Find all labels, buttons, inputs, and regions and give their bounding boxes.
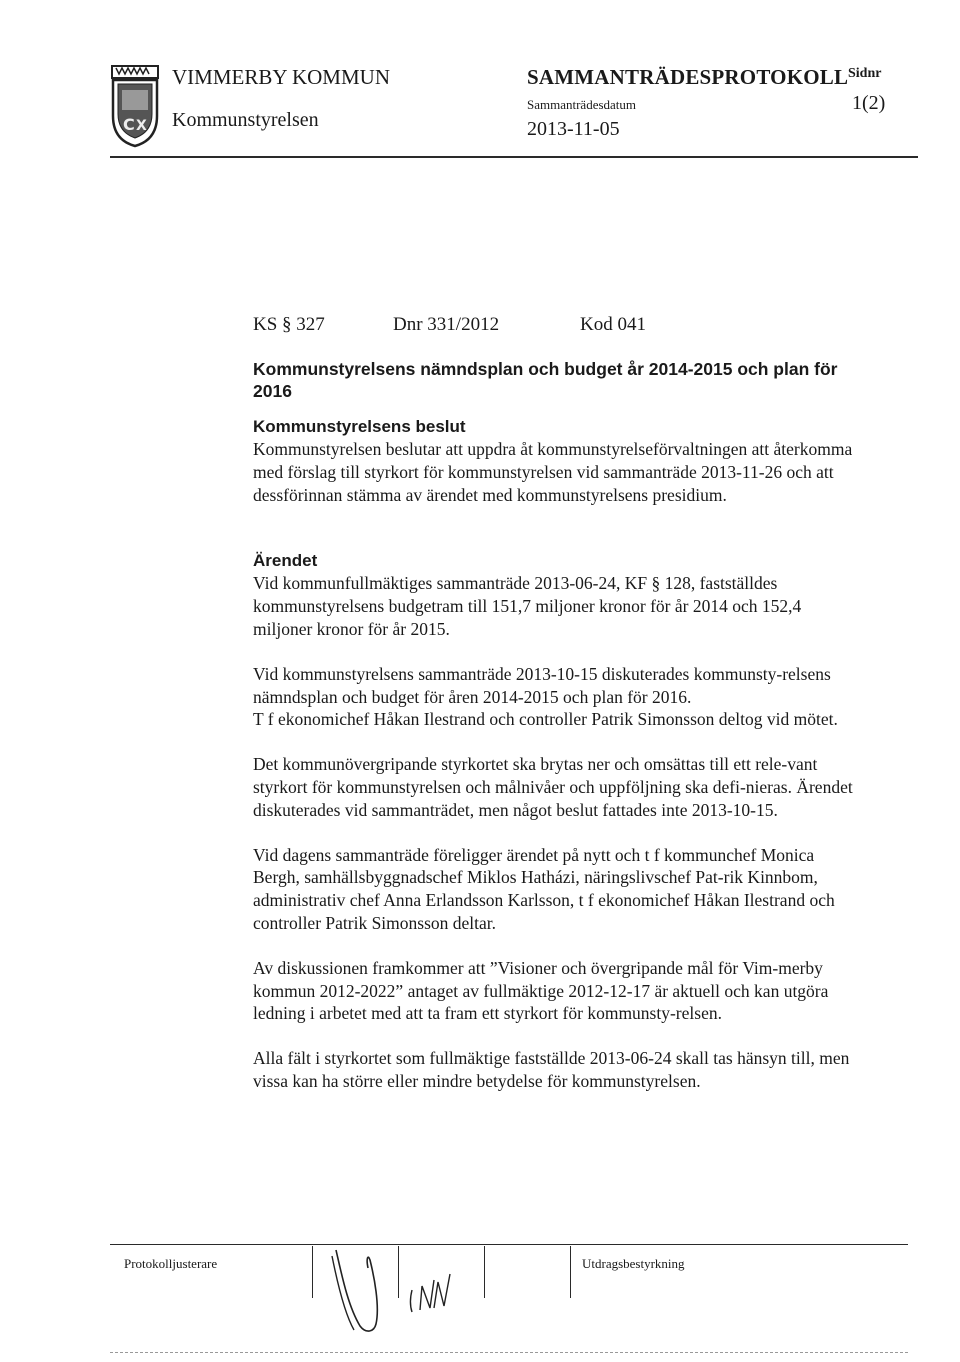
extract-certification-label: Utdragsbestyrkning: [582, 1256, 685, 1271]
footer-divider: [110, 1244, 908, 1245]
document-type: SAMMANTRÄDESPROTOKOLL: [527, 65, 849, 89]
handwritten-initials-signature: [330, 1246, 490, 1336]
header-divider: [110, 156, 918, 158]
matter-paragraph-2b: T f ekonomichef Håkan Ilestrand och controller Patrik Simonsson deltog vid mötet.: [253, 709, 838, 730]
page-number-label: Sidnr: [848, 66, 882, 81]
meeting-date-label: Sammanträdesdatum: [527, 97, 637, 112]
matter-paragraph-6: Alla fält i styrkortet som fullmäktige fastställde 2013-06-24 skall tas hänsyn till, men vissa kan ha större eller mindre betydelse för kommunstyrelsen.: [253, 1048, 850, 1091]
footer-separator: [312, 1246, 313, 1298]
meeting-date: 2013-11-05: [527, 118, 620, 140]
matter-paragraph-4: Vid dagens sammanträde föreligger ärendet på nytt och t f kommunchef Monica Bergh, samhällsbyggnadschef Miklos Hatházi, näringslivschef Pat-rik Kinnbom, administrativ chef Anna Erlandsson Karlsson, t f ekonomichef Håkan Ilestrand och controller Patrik Simonsson deltar.: [253, 844, 835, 933]
page-bottom-edge: [110, 1352, 908, 1353]
svg-text:C: C: [123, 115, 135, 134]
matter-paragraph-3: Det kommunövergripande styrkortet ska brytas ner och omsättas till ett rele-vant styrkort för kommunstyrelsen och målnivåer och uppföljning ska defi-nieras. Ärendet diskuterades vid sammanträdet, men något beslut fattades inte 2013-10-15.: [253, 754, 853, 820]
decision-text: Kommunstyrelsen beslutar att uppdra åt kommunstyrelseförvaltningen att återkomma med förslag till styrkort för kommunstyrelsen vid sammanträde 2013-11-26 och att dessförinnan stämma av ärendet med kommunstyrelsens presidium.: [253, 439, 853, 505]
municipality-coat-of-arms: [110, 64, 160, 150]
adjuster-label: Protokolljusterare: [124, 1256, 218, 1271]
org-name: VIMMERBY KOMMUN: [172, 65, 390, 89]
matter-paragraph-5: Av diskussionen framkommer att ”Visioner och övergripande mål för Vim-merby kommun 2012-2022” antaget av fullmäktige 2012-12-17 är aktuell och kan utgöra ledning i arbetet med att ta fram ett styrkort för kommunsty-relsen.: [253, 957, 829, 1024]
matter-heading: Ärendet: [253, 551, 318, 571]
page-number: 1(2): [852, 92, 886, 114]
reference-line: [253, 312, 863, 338]
svg-text:X: X: [136, 118, 147, 134]
matter-title: Kommunstyrelsens nämndsplan och budget år 2014-2015 och plan för 2016: [253, 359, 838, 401]
matter-paragraph-2: Vid kommunstyrelsens sammanträde 2013-10-15 diskuterades kommunsty-relsens nämndsplan och budget för åren 2014-2015 och plan för 2016.: [253, 663, 831, 707]
protocol-body: [253, 312, 863, 1093]
code-number: Kod 041: [580, 314, 646, 335]
diary-number: Dnr 331/2012: [393, 314, 500, 335]
footer-separator: [570, 1246, 571, 1298]
decision-heading: Kommunstyrelsens beslut: [253, 417, 466, 436]
matter-paragraph-1: Vid kommunfullmäktiges sammanträde 2013-06-24, KF § 128, fastställdes kommunstyrelsens budgetram till 151,7 miljoner kronor för år 2014 och 152,4 miljoner kronor för år 2015.: [253, 573, 802, 639]
body-name: Kommunstyrelsen: [172, 109, 319, 131]
paragraph-number: KS § 327: [253, 314, 325, 335]
